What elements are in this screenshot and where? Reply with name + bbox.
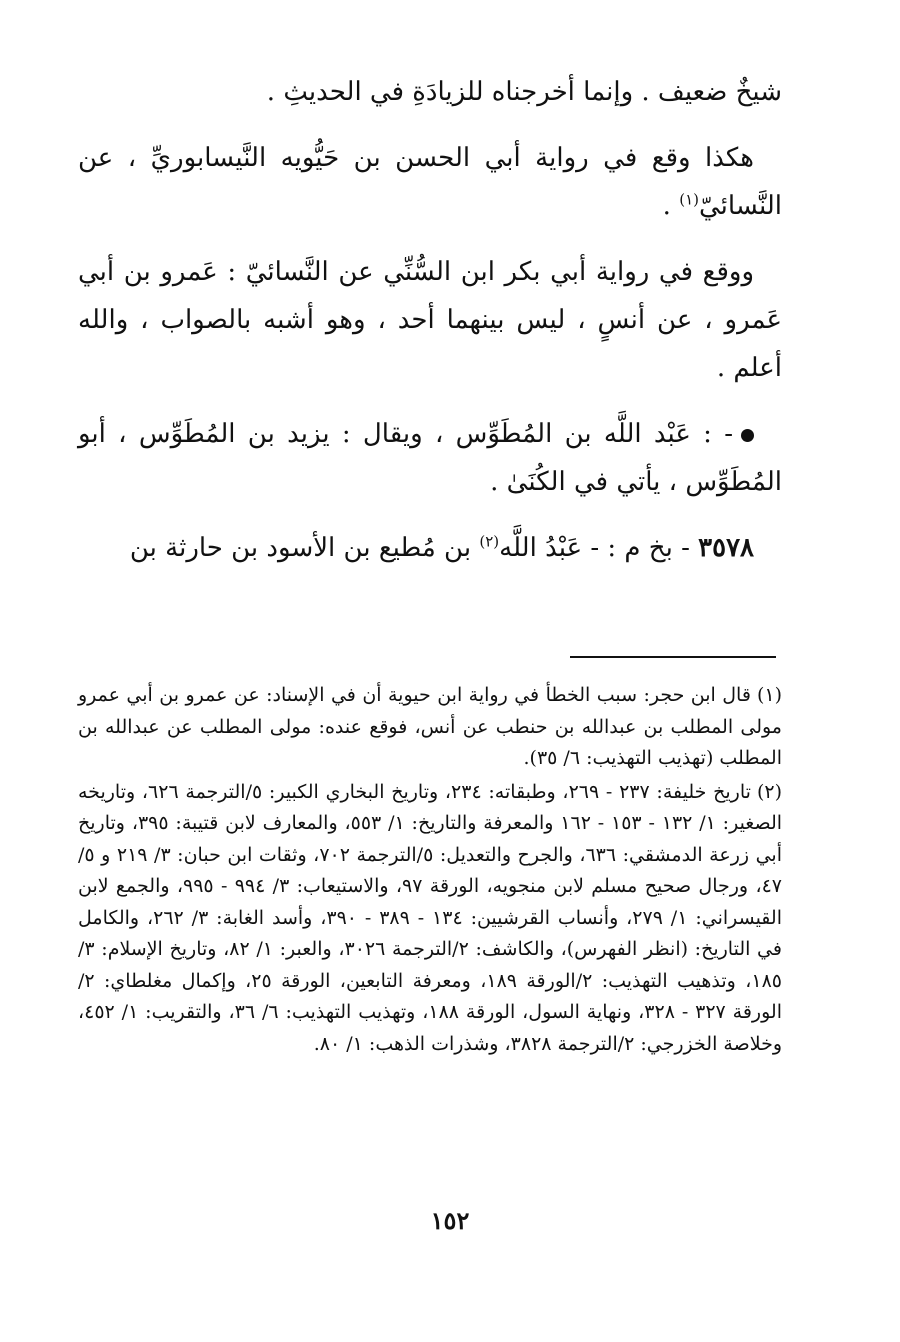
entry-prefix: - بخ م : - — [582, 533, 699, 563]
paragraph-3: ووقع في رواية أبي بكر ابن السُّنِّي عن النَّسائيّ : عَمرو بن أبي عَمرو ، عن أنسٍ ، ليس بينهما أحد ، وهو أشبه بالصواب ، والله أعلم . — [78, 257, 782, 383]
main-text — [78, 68, 782, 572]
paragraph-2-end: . — [662, 191, 680, 221]
entry-rest: بن مُطيع بن الأسود بن حارثة بن — [129, 533, 480, 563]
bullet-icon — [741, 429, 754, 442]
footnote-2-number: (٢) — [756, 780, 782, 803]
footnotes — [78, 680, 782, 1062]
footnote-1 — [78, 680, 782, 775]
entry-number: ٣٥٧٨ — [698, 533, 754, 563]
paragraph-2-text: هكذا وقع في رواية أبي الحسن بن حَيُّويه النَّيسابوريِّ ، عن النَّسائيّ — [78, 143, 782, 221]
footnote-separator — [570, 656, 776, 658]
footnote-ref-2[interactable]: (٢) — [479, 532, 500, 551]
footnote-1-text: قال ابن حجر: سبب الخطأ في رواية ابن حيوية أن في الإسناد: عن عمرو بن أبي عمرو مولى المطلب بن عبدالله بن حنطب عن أنس، فوقع عنده: مولى المطلب عن عبدالله بن المطلب (تهذيب التهذيب: ٦/ ٣٥). — [78, 684, 782, 769]
paragraph-4 — [78, 410, 782, 506]
footnote-2-text: تاريخ خليفة: ٢٣٧ - ٢٦٩، وطبقاته: ٢٣٤، وتاريخ البخاري الكبير: ٥/الترجمة ٦٢٦، وتاريخه الصغير: ١/ ١٣٢ - ١٥٣ - ١٦٢ والمعرفة والتاريخ: ١/ ٥٥٣، والمعارف لابن قتيبة: ٣٩٥، وتاريخ أبي زرعة الدمشقي: ٦٣٦، والجرح والتعديل: ٥/الترجمة ٧٠٢، وثقات ابن حبان: ٣/ ٢١٩ و ٥/ ٤٧، ورجال صحيح مسلم لابن منجويه، الورقة ٩٧، والاستيعاب: ٣/ ٩٩٤ - ٩٩٥، والجمع لابن القيسراني: ١/ ٢٧٩، وأنساب القرشيين: ١٣٤ - ٣٨٩ - ٣٩٠، وأسد الغابة: ٣/ ٢٦٢، والكامل في التاريخ: (انظر الفهرس)، والكاشف: ٢/الترجمة ٣٠٢٦، والعبر: ١/ ٨٢، وتاريخ الإسلام: ٣/ ١٨٥، وتذهيب التهذيب: ٢/الورقة ١٨٩، ومعرفة التابعين، الورقة ٢٥، وإكمال مغلطاي: ٢/الورقة ٣٢٧ - ٣٢٨، ونهاية السول، الورقة ١٨٨، وتهذيب التهذيب: ٦/ ٣٦، والتقريب: ١/ ٤٥٢، وخلاصة الخزرجي: ٢/الترجمة ٣٨٢٨، وشذرات الذهب: ١/ ٨٠. — [78, 780, 783, 1055]
paragraph-2 — [78, 134, 782, 230]
paragraph-4-text: - : عَبْد اللَّه بن المُطَوِّس ، ويقال : يزيد بن المُطَوِّس ، أبو المُطَوِّس ، يأتي في الكُنَىٰ . — [78, 419, 782, 497]
page-number: ١٥٢ — [430, 1206, 470, 1235]
entry-name: عَبْدُ اللَّه — [499, 533, 583, 563]
footnote-1-number: (١) — [756, 684, 782, 706]
footnote-ref-1[interactable]: (١) — [679, 190, 699, 209]
footnote-2 — [78, 777, 782, 1061]
entry-heading — [78, 524, 782, 572]
paragraph-1: شيخٌ ضعيف . وإنما أخرجناه للزيادَةِ في الحديثِ . — [266, 77, 782, 107]
